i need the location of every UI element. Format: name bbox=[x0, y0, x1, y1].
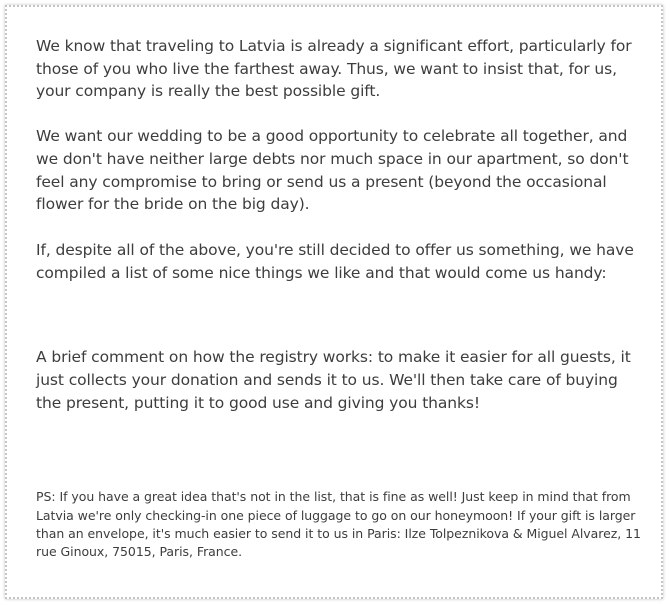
gift-list-paragraph: If, despite all of the above, you're still decided to offer us something, we have compiled a list of some nice things we like and that would come us handy: bbox=[36, 240, 634, 282]
celebration-paragraph: We want our wedding to be a good opportunity to celebrate all together, and we don't have neither large debts nor much space in our apartment, so don't feel any compromise to bring or send us a present (beyond the occasional flower for the bride on the big day). bbox=[36, 127, 629, 214]
intro-paragraph: We know that traveling to Latvia is already a significant effort, particularly for those of you who live the farthest away. Thus, we want to insist that, for us, your company is really the best possible gift. bbox=[36, 37, 632, 101]
gift-registry-card bbox=[5, 5, 663, 599]
card-content bbox=[36, 35, 641, 561]
postscript-note: PS: If you have a great idea that's not in the list, that is fine as well! Just keep in mind that from Latvia we're only checking-in one piece of luggage to go on our honeymoon! If your gift is larger than an envelope, it's much easier to send it to us in Paris: Ilze Tolpeznikova & Miguel Alvarez, 11 rue Ginoux, 75015, Paris, France. bbox=[36, 489, 641, 560]
registry-explanation-paragraph: A brief comment on how the registry works: to make it easier for all guests, it just collects your donation and sends it to us. We'll then take care of buying the present, putting it to good use and giving you thanks! bbox=[36, 348, 631, 412]
